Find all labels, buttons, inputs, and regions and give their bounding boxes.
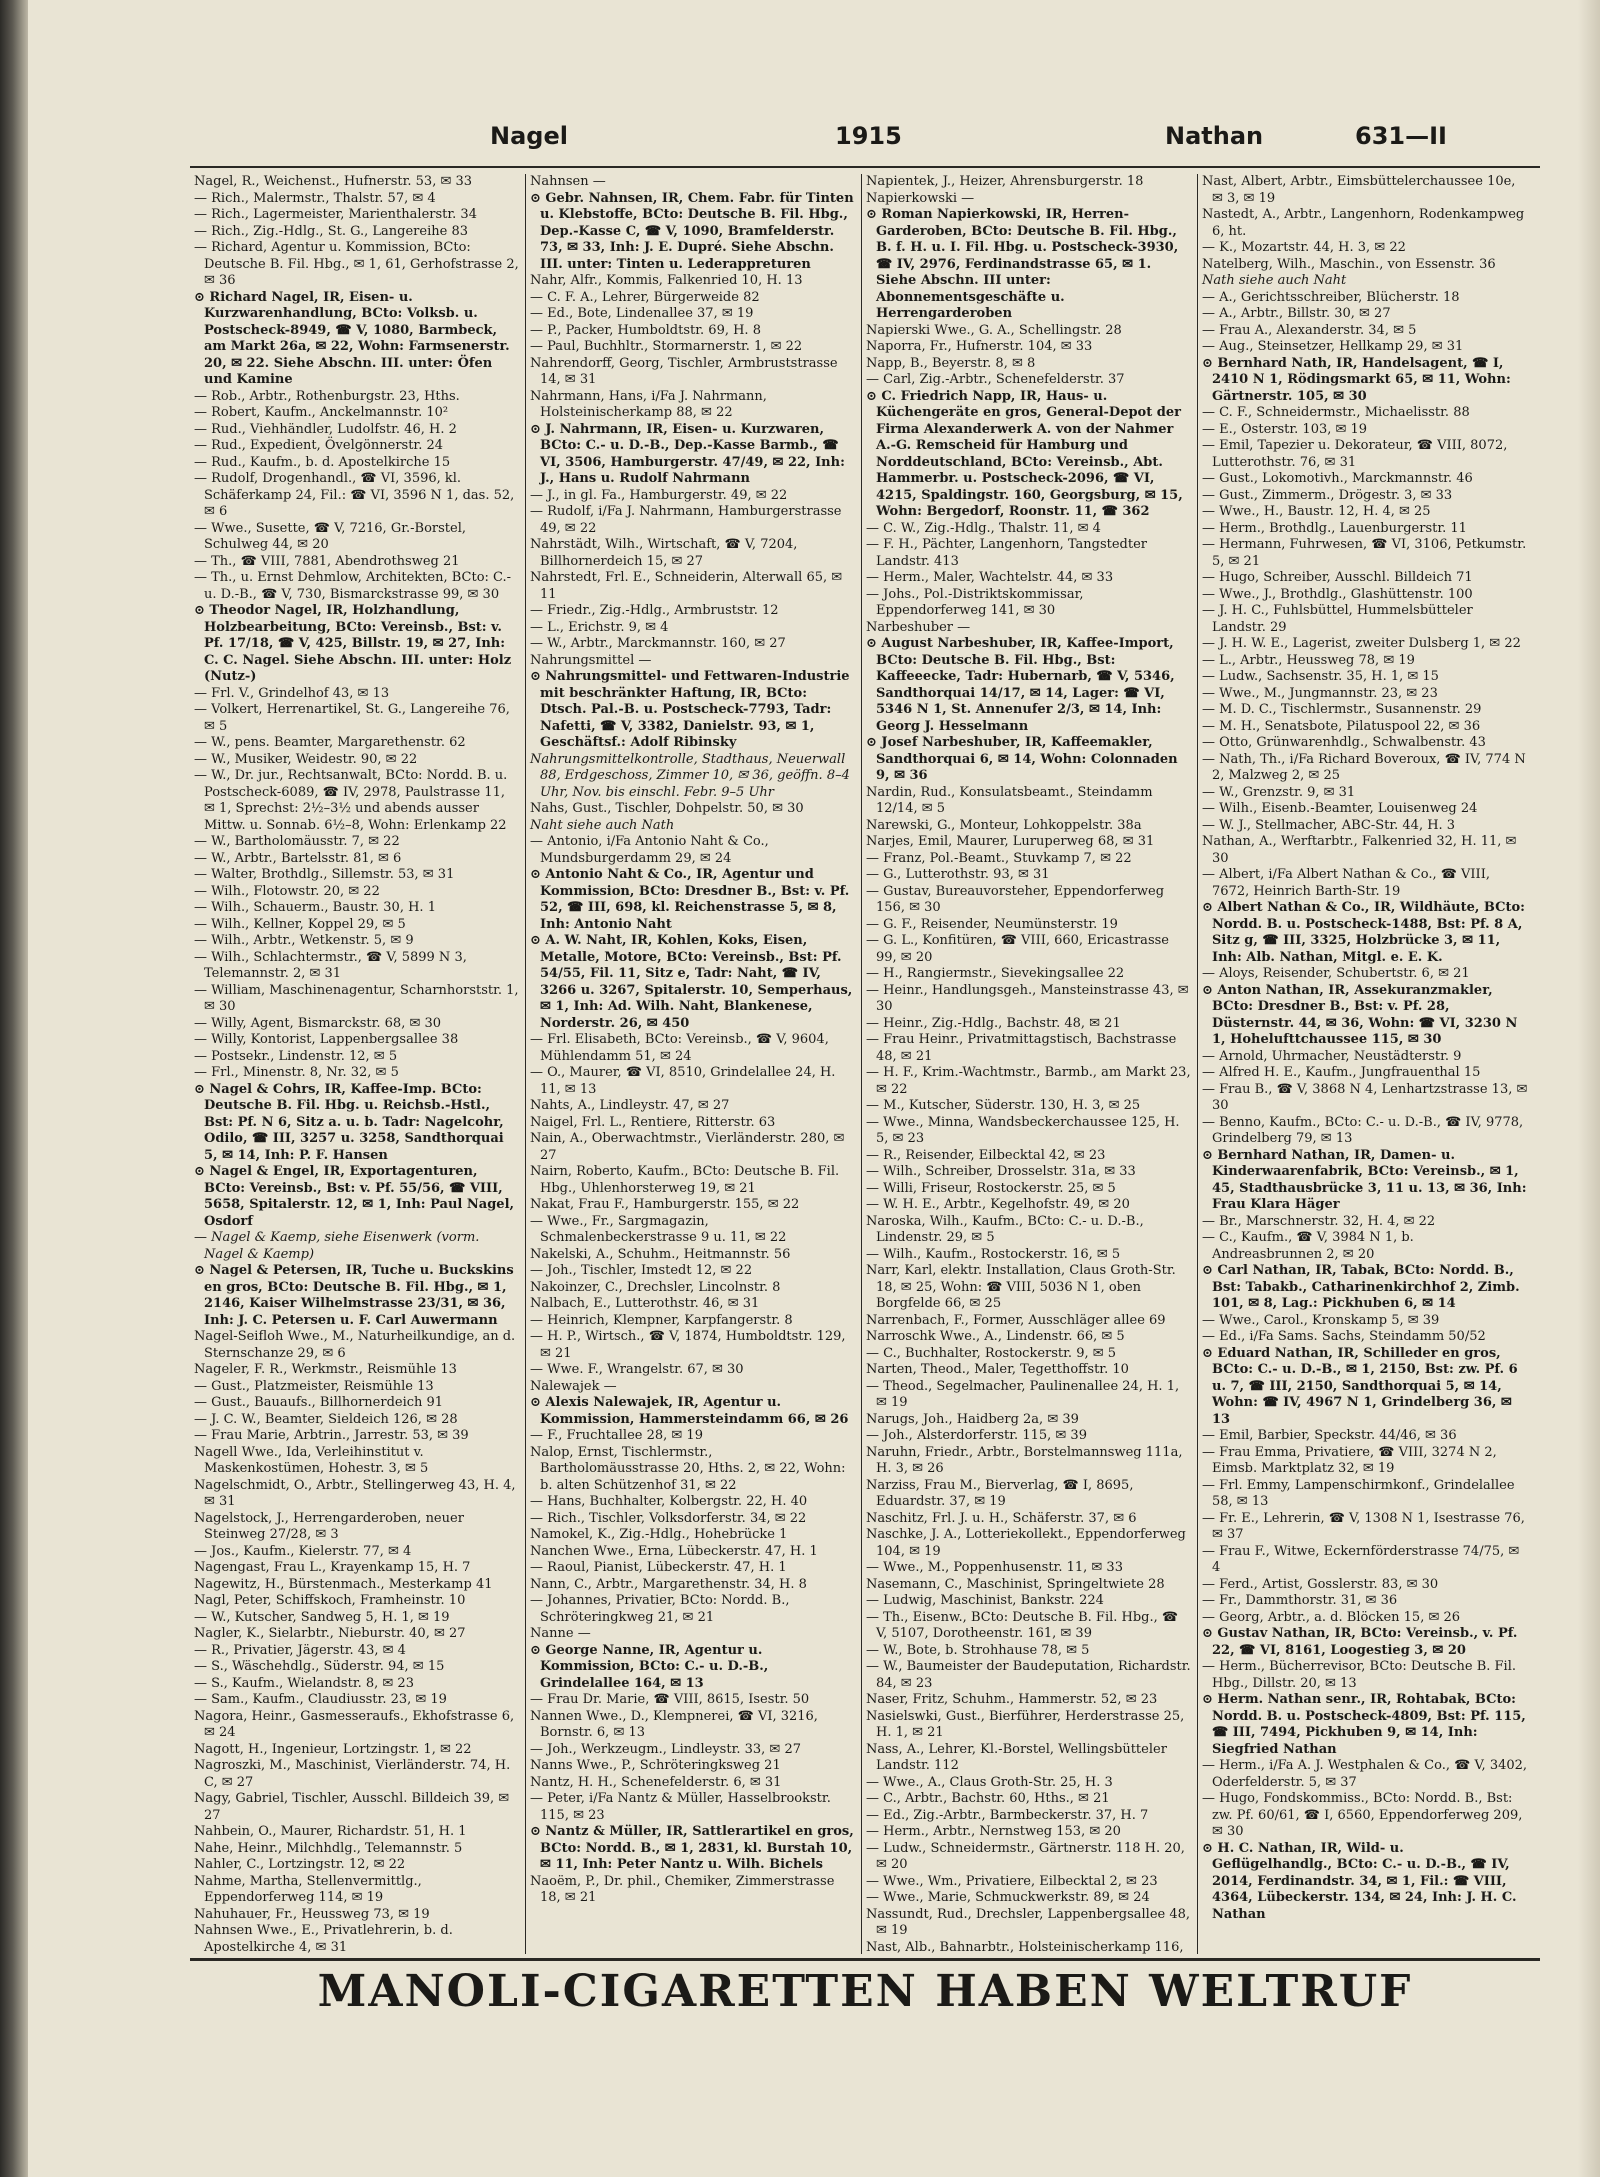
directory-entry: — Rudolf, i/Fa J. Nahrmann, Hamburgerstrasse 49, ✉ 22 <box>530 504 842 536</box>
directory-entry: — W. J., Stellmacher, ABC-Str. 44, H. 3 <box>1202 817 1456 833</box>
directory-entry: — Gust., Zimmerm., Drögestr. 3, ✉ 33 <box>1202 487 1453 503</box>
directory-entry: ⊙ Carl Nathan, IR, Tabak, BCto: Nordd. B., Bst: Tabakb., Catharinenkirchhof 2, Zimb. 101, ✉ 8, Lag.: Pickhuben 6, ✉ 14 <box>1202 1263 1520 1311</box>
directory-entry: — Wwe., Marie, Schmuckwerkstr. 89, ✉ 24 <box>866 1890 1150 1905</box>
directory-entry: — Johs., Pol.-Distriktskommissar, Eppendorferweg 141, ✉ 30 <box>866 586 1084 618</box>
entries-columns <box>190 174 1540 1954</box>
directory-entry: Nalbach, E., Lutterothstr. 46, ✉ 31 <box>530 1296 760 1311</box>
directory-entry: — Postsekr., Lindenstr. 12, ✉ 5 <box>194 1048 398 1064</box>
directory-entry: Nass, A., Lehrer, Kl.-Borstel, Wellingsbütteler Landstr. 112 <box>866 1741 1167 1773</box>
directory-entry: — Georg, Arbtr., a. d. Blöcken 15, ✉ 26 <box>1202 1609 1461 1625</box>
directory-entry: — Johannes, Privatier, BCto: Nordd. B., Schröteringkweg 21, ✉ 21 <box>530 1593 790 1625</box>
directory-entry: — H., Rangiermstr., Sievekingsallee 22 <box>866 966 1125 981</box>
directory-entry: Narjes, Emil, Maurer, Luruperweg 68, ✉ 31 <box>866 834 1155 849</box>
directory-entry: — C. F., Schneidermstr., Michaelisstr. 88 <box>1202 405 1470 420</box>
directory-entry: Nahrendorff, Georg, Tischler, Armbruststrasse 14, ✉ 31 <box>530 355 838 387</box>
directory-entry: — M. H., Senatsbote, Pilatuspool 22, ✉ 36 <box>1202 718 1481 734</box>
directory-entry: — Alfred H. E., Kaufm., Jungfrauenthal 15 <box>1202 1065 1481 1080</box>
directory-entry: — Wilh., Kellner, Koppel 29, ✉ 5 <box>194 916 406 932</box>
directory-entry: — W., Bartholomäusstr. 7, ✉ 22 <box>194 834 400 849</box>
directory-entry: — Emil, Tapezier u. Dekorateur, ☎ VIII, 8072, Lutterothstr. 76, ✉ 31 <box>1202 438 1508 470</box>
directory-entry: — W., Baumeister der Baudeputation, Richardstr. 84, ✉ 23 <box>866 1659 1191 1691</box>
directory-entry: — Frau Heinr., Privatmittagstisch, Bachstrasse 48, ✉ 21 <box>866 1032 1177 1064</box>
header-page-number: 631—II <box>1355 122 1447 150</box>
directory-entry: Narrenbach, F., Former, Ausschläger allee 69 <box>866 1312 1166 1328</box>
directory-page <box>190 118 1540 2038</box>
directory-entry: Nathan, A., Werftarbtr., Falkenried 32, H. 11, ✉ 30 <box>1202 834 1517 866</box>
directory-entry: — R., Reisender, Eilbecktal 42, ✉ 23 <box>866 1147 1106 1163</box>
directory-entry: — Wilh., Schreiber, Drosselstr. 31a, ✉ 33 <box>866 1164 1136 1179</box>
directory-entry: Narten, Theod., Maler, Tegetthoffstr. 10 <box>866 1362 1129 1377</box>
directory-entry: — Frl., Minenstr. 8, Nr. 32, ✉ 5 <box>194 1065 399 1080</box>
banner-rule <box>190 1958 1540 1961</box>
directory-entry: — Br., Marschnerstr. 32, H. 4, ✉ 22 <box>1202 1213 1436 1229</box>
directory-entry: — Herm., i/Fa A. J. Westphalen & Co., ☎ V, 3402, Oderfelderstr. 5, ✉ 37 <box>1202 1758 1528 1790</box>
directory-entry: — Arnold, Uhrmacher, Neustädterstr. 9 <box>1202 1048 1462 1064</box>
directory-entry: ⊙ Anton Nathan, IR, Assekuranzmakler, BCto: Dresdner B., Bst: v. Pf. 28, Düsternstr. 44, ✉ 36, Wohn: ☎ VI, 3230 N 1, Hohelufttchaussee 115, ✉ 30 <box>1202 982 1518 1047</box>
directory-entry: ⊙ Nagel & Engel, IR, Exportagenturen, BCto: Vereinsb., Bst: v. Pf. 55/56, ☎ VIII, 5658, Spitalerstr. 12, ✉ 1, Inh: Paul Nagel, Osdorf <box>194 1164 515 1229</box>
directory-entry: — Joh., Tischler, Imstedt 12, ✉ 22 <box>530 1263 753 1278</box>
header-rule <box>190 166 1540 168</box>
directory-entry: — Th., Eisenw., BCto: Deutsche B. Fil. Hbg., ☎ V, 5107, Dorotheenstr. 161, ✉ 39 <box>866 1609 1179 1641</box>
directory-entry: — P., Packer, Humboldtstr. 69, H. 8 <box>530 322 761 338</box>
directory-entry: — S., Wäschehdlg., Süderstr. 94, ✉ 15 <box>194 1659 445 1674</box>
directory-entry: Nassundt, Rud., Drechsler, Lappenbergsallee 48, ✉ 19 <box>866 1906 1191 1938</box>
book-binding-shadow <box>0 0 28 2177</box>
directory-entry: Nagell Wwe., Ida, Verleihinstitut v. Maskenkostümen, Hohestr. 3, ✉ 5 <box>194 1444 429 1476</box>
directory-entry: — Wilh., Arbtr., Wetkenstr. 5, ✉ 9 <box>194 933 414 948</box>
advertisement-banner: MANOLI-CIGARETTEN HABEN WELTRUF <box>317 1966 1413 2017</box>
directory-entry: Nasielswki, Gust., Bierführer, Herderstrasse 25, H. 1, ✉ 21 <box>866 1708 1185 1740</box>
directory-entry: Nain, A., Oberwachtmstr., Vierländerstr. 280, ✉ 27 <box>530 1131 845 1163</box>
directory-entry: Nagewitz, H., Bürstenmach., Mesterkamp 41 <box>194 1576 493 1592</box>
directory-entry: — Rich., Malermstr., Thalstr. 57, ✉ 4 <box>194 190 436 206</box>
directory-entry: — Rud., Expedient, Övelgönnerstr. 24 <box>194 438 444 453</box>
column-2 <box>526 174 862 1954</box>
directory-entry: ⊙ H. C. Nathan, IR, Wild- u. Geflügelhandlg., BCto: C.- u. D.-B., ☎ IV, 2014, Ferdinandstr. 34, ✉ 1, Fil.: ☎ VIII, 4364, Lübeckerstr. 134, ✉ 24, Inh: J. H. C. Nathan <box>1202 1840 1517 1922</box>
directory-entry: — W., Kutscher, Sandweg 5, H. 1, ✉ 19 <box>194 1609 450 1625</box>
directory-entry: Narewski, G., Monteur, Lohkoppelstr. 38a <box>866 817 1142 833</box>
directory-entry: — Robert, Kaufm., Anckelmannstr. 10² <box>194 405 449 420</box>
directory-entry: Napientek, J., Heizer, Ahrensburgerstr. 18 <box>866 174 1144 189</box>
directory-entry: — Frau B., ☎ V, 3868 N 4, Lenhartzstrasse 13, ✉ 30 <box>1202 1081 1528 1113</box>
directory-entry: — O., Maurer, ☎ VI, 8510, Grindelallee 24, H. 11, ✉ 13 <box>530 1065 836 1097</box>
directory-entry: Nahe, Heinr., Milchhdlg., Telemannstr. 5 <box>194 1840 463 1856</box>
directory-entry: — Herm., Arbtr., Nernstweg 153, ✉ 20 <box>866 1824 1121 1839</box>
directory-entry: — Emil, Barbier, Speckstr. 44/46, ✉ 36 <box>1202 1428 1457 1443</box>
directory-entry: — Frau A., Alexanderstr. 34, ✉ 5 <box>1202 322 1417 338</box>
directory-entry: — Gustav, Bureauvorsteher, Eppendorferweg 156, ✉ 30 <box>866 883 1165 915</box>
directory-entry: ⊙ Antonio Naht & Co., IR, Agentur und Kommission, BCto: Dresdner B., Bst: v. Pf. 52, ☎ III, 698, kl. Reichenstrasse 5, ✉ 8, Inh: Antonio Naht <box>530 867 850 932</box>
directory-entry: Nagler, K., Sielarbtr., Nieburstr. 40, ✉ 27 <box>194 1626 466 1641</box>
directory-entry: — Rich., Lagermeister, Marienthalerstr. 34 <box>194 207 477 222</box>
directory-entry: ⊙ Albert Nathan & Co., IR, Wildhäute, BCto: Nordd. B. u. Postscheck-1488, Bst: Pf. 8 A, Sitz g, ☎ III, 3325, Holzbrücke 3, ✉ 11, Inh: Alb. Nathan, Mitgl. e. E. K. <box>1202 900 1525 965</box>
directory-entry: — J., in gl. Fa., Hamburgerstr. 49, ✉ 22 <box>530 487 788 503</box>
directory-entry: ⊙ Eduard Nathan, IR, Schilleder en gros, BCto: C.- u. D.-B., ✉ 1, 2150, Bst: zw. Pf. 6 u. 7, ☎ III, 2150, Sandthorquai 5, ✉ 14, Wohn: ☎ IV, 4967 N 1, Grindelberg 36, ✉ 13 <box>1202 1345 1518 1427</box>
directory-entry: — M., Kutscher, Süderstr. 130, H. 3, ✉ 25 <box>866 1098 1141 1113</box>
directory-entry: — Benno, Kaufm., BCto: C.- u. D.-B., ☎ IV, 9778, Grindelberg 79, ✉ 13 <box>1202 1114 1524 1146</box>
directory-entry: Nahr, Alfr., Kommis, Falkenried 10, H. 13 <box>530 273 803 288</box>
directory-entry: Nagel-Seifloh Wwe., M., Naturheilkundige, an d. Sternschanze 29, ✉ 6 <box>194 1329 516 1361</box>
directory-entry: — W. H. E., Arbtr., Kegelhofstr. 49, ✉ 20 <box>866 1197 1130 1212</box>
directory-entry: — H. P., Wirtsch., ☎ V, 1874, Humboldtstr. 129, ✉ 21 <box>530 1329 846 1361</box>
directory-entry: Naschitz, Frl. J. u. H., Schäferstr. 37, ✉ 6 <box>866 1510 1137 1526</box>
directory-entry: — Aloys, Reisender, Schubertstr. 6, ✉ 21 <box>1202 966 1470 981</box>
page-header <box>190 118 1540 158</box>
directory-entry: — Jos., Kaufm., Kielerstr. 77, ✉ 4 <box>194 1543 412 1559</box>
directory-entry: Natelberg, Wilh., Maschin., von Essenstr. 36 <box>1202 256 1496 272</box>
directory-entry: Narbeshuber — <box>866 619 971 635</box>
directory-entry: — Gust., Lokomotivh., Marckmannstr. 46 <box>1202 471 1473 486</box>
directory-entry: — Frau Marie, Arbtrin., Jarrestr. 53, ✉ 39 <box>194 1428 469 1443</box>
directory-entry: — Wwe., Minna, Wandsbeckerchaussee 125, H. 5, ✉ 23 <box>866 1114 1180 1146</box>
directory-entry: — Gust., Platzmeister, Reismühle 13 <box>194 1378 434 1394</box>
directory-entry: Nahrstädt, Wilh., Wirtschaft, ☎ V, 7204, Billhornerdeich 15, ✉ 27 <box>530 537 798 569</box>
directory-entry: — Ludw., Sachsenstr. 35, H. 1, ✉ 15 <box>1202 669 1439 684</box>
directory-entry: Nahbein, O., Maurer, Richardstr. 51, H. 1 <box>194 1824 467 1839</box>
directory-entry: — Volkert, Herrenartikel, St. G., Langereihe 76, ✉ 5 <box>194 702 510 734</box>
directory-entry: — Ludwig, Maschinist, Bankstr. 224 <box>866 1593 1104 1608</box>
directory-entry: — Paul, Buchhltr., Stormarnerstr. 1, ✉ 22 <box>530 339 803 354</box>
directory-entry: Nagengast, Frau L., Krayenkamp 15, H. 7 <box>194 1560 471 1575</box>
directory-entry: Nakelski, A., Schuhm., Heitmannstr. 56 <box>530 1246 791 1262</box>
directory-entry: Narr, Karl, elektr. Installation, Claus Groth-Str. 18, ✉ 25, Wohn: ☎ VIII, 5036 N 1, oben Borgfelde 66, ✉ 25 <box>866 1263 1176 1311</box>
directory-entry: Nahme, Martha, Stellenvermittlg., Eppendorferweg 114, ✉ 19 <box>194 1873 422 1905</box>
directory-entry: Nahs, Gust., Tischler, Dohpelstr. 50, ✉ 30 <box>530 801 804 816</box>
directory-entry: Naschke, J. A., Lotteriekollekt., Eppendorferweg 104, ✉ 19 <box>866 1527 1186 1559</box>
directory-entry: — Willy, Agent, Bismarckstr. 68, ✉ 30 <box>194 1015 442 1031</box>
directory-entry: — Nagel & Kaemp, siehe Eisenwerk (vorm. Nagel & Kaemp) <box>194 1230 480 1262</box>
directory-entry: ⊙ Theodor Nagel, IR, Holzhandlung, Holzbearbeitung, BCto: Vereinsb., Bst: v. Pf. 17/18, ☎ V, 425, Billstr. 19, ✉ 27, Inh: C. C. Nagel. Siehe Abschn. III. unter: Holz (Nutz-) <box>194 603 512 684</box>
directory-entry: Nanne — <box>530 1626 591 1641</box>
directory-entry: — G. F., Reisender, Neumünsterstr. 19 <box>866 916 1118 932</box>
directory-entry: ⊙ Nagel & Cohrs, IR, Kaffee-Imp. BCto: Deutsche B. Fil. Hbg. u. Reichsb.-Hstl., Bst: Pf. N 6, Sitz a. u. b. Tadr: Nagelcohr, Odilo, ☎ III, 3257 u. 3258, Sandthorquai 5, ✉ 14, Inh: P. F. Hansen <box>194 1081 504 1163</box>
directory-entry: ⊙ Gustav Nathan, IR, BCto: Vereinsb., v. Pf. 22, ☎ VI, 8161, Loogestieg 3, ✉ 20 <box>1202 1626 1518 1658</box>
directory-entry: ⊙ Bernhard Nathan, IR, Damen- u. Kinderwaarenfabrik, BCto: Vereinsb., ✉ 1, 45, Stadthausbrücke 3, 11 u. 13, ✉ 36, Inh: Frau Klara Häger <box>1202 1147 1527 1212</box>
directory-entry: Napp, B., Beyerstr. 8, ✉ 8 <box>866 355 1036 371</box>
directory-entry: — Wilh., Schlachtermstr., ☎ V, 5899 N 3, Telemannstr. 2, ✉ 31 <box>194 949 467 981</box>
directory-entry: — J. C. W., Beamter, Sieldeich 126, ✉ 28 <box>194 1411 458 1427</box>
directory-entry: — Carl, Zig.-Arbtr., Schenefelderstr. 37 <box>866 372 1125 387</box>
header-year: 1915 <box>835 122 902 150</box>
directory-entry: — J. H. C., Fuhlsbüttel, Hummelsbütteler Landstr. 29 <box>1202 603 1473 635</box>
directory-entry: Naoëm, P., Dr. phil., Chemiker, Zimmerstrasse 18, ✉ 21 <box>530 1873 835 1905</box>
directory-entry: Nahnsen Wwe., E., Privatlehrerin, b. d. Apostelkirche 4, ✉ 31 <box>194 1923 453 1954</box>
directory-entry: — Herm., Brothdlg., Lauenburgerstr. 11 <box>1202 520 1467 536</box>
page-edge <box>1578 0 1600 2177</box>
directory-entry: — Ferd., Artist, Gosslerstr. 83, ✉ 30 <box>1202 1576 1439 1592</box>
directory-entry: — Antonio, i/Fa Antonio Naht & Co., Mundsburgerdamm 29, ✉ 24 <box>530 834 769 866</box>
directory-entry: ⊙ Gebr. Nahnsen, IR, Chem. Fabr. für Tinten u. Klebstoffe, BCto: Deutsche B. Fil. Hbg., Dep.-Kasse C, ☎ V, 1090, Bramfelderstr. 73, ✉ 33, Inh: J. E. Dupré. Siehe Abschn. III. unter: Tinten u. Lederappreturen <box>530 190 854 272</box>
directory-entry: Nageler, F. R., Werkmstr., Reismühle 13 <box>194 1362 457 1377</box>
directory-entry: — G. L., Konfitüren, ☎ VIII, 660, Ericastrasse 99, ✉ 20 <box>866 933 1169 965</box>
directory-entry: — C., Arbtr., Bachstr. 60, Hths., ✉ 21 <box>866 1791 1110 1806</box>
directory-entry: Nagott, H., Ingenieur, Lortzingstr. 1, ✉ 22 <box>194 1741 472 1757</box>
directory-entry: Naporra, Fr., Hufnerstr. 104, ✉ 33 <box>866 339 1093 354</box>
directory-entry: — Frau Dr. Marie, ☎ VIII, 8615, Isestr. 50 <box>530 1692 810 1707</box>
directory-entry: — Ludw., Schneidermstr., Gärtnerstr. 118 H. 20, ✉ 20 <box>866 1840 1185 1872</box>
column-3 <box>862 174 1198 1954</box>
column-1 <box>190 174 526 1954</box>
directory-entry: Nagelschmidt, O., Arbtr., Stellingerweg 43, H. 4, ✉ 31 <box>194 1477 516 1509</box>
directory-entry: ⊙ A. W. Naht, IR, Kohlen, Koks, Eisen, Metalle, Motore, BCto: Vereinsb., Bst: Pf. 54/55, Fil. 11, Sitz e, Tadr: Naht, ☎ IV, 3266 u. 3267, Spitalerstr. 10, Semperhaus, ✉ 1, Inh: Ad. Wilh. Naht, Blankenese, Norderstr. 26, ✉ 450 <box>530 933 853 1031</box>
directory-entry: — W., pens. Beamter, Margarethenstr. 62 <box>194 735 466 750</box>
directory-entry: — Wwe., M., Jungmannstr. 23, ✉ 23 <box>1202 685 1438 701</box>
directory-entry: — Rich., Tischler, Volksdorferstr. 34, ✉ 22 <box>530 1510 807 1526</box>
directory-entry: — C. F. A., Lehrer, Bürgerweide 82 <box>530 289 760 305</box>
directory-entry: — Hugo, Fondskommiss., BCto: Nordd. B., Bst: zw. Pf. 60/61, ☎ I, 6560, Eppendorferweg 209, ✉ 30 <box>1202 1791 1523 1839</box>
directory-entry: — Hugo, Schreiber, Ausschl. Billdeich 71 <box>1202 570 1473 585</box>
directory-entry: — F. H., Pächter, Langenhorn, Tangstedter Landstr. 413 <box>866 537 1148 569</box>
directory-entry: — Wwe., Carol., Kronskamp 5, ✉ 39 <box>1202 1312 1440 1328</box>
directory-entry: — Frl. Emmy, Lampenschirmkonf., Grindelallee 58, ✉ 13 <box>1202 1477 1515 1509</box>
directory-entry: Nagy, Gabriel, Tischler, Ausschl. Billdeich 39, ✉ 27 <box>194 1791 510 1823</box>
directory-entry: Nardin, Rud., Konsulatsbeamt., Steindamm 12/14, ✉ 5 <box>866 784 1153 816</box>
directory-entry: Nagora, Heinr., Gasmesseraufs., Ekhofstrasse 6, ✉ 24 <box>194 1708 515 1740</box>
directory-entry: — Herm., Maler, Wachtelstr. 44, ✉ 33 <box>866 570 1114 585</box>
directory-entry: — W., Arbtr., Marckmannstr. 160, ✉ 27 <box>530 636 786 651</box>
directory-entry: Nakat, Frau F., Hamburgerstr. 155, ✉ 22 <box>530 1197 800 1212</box>
directory-entry: — Raoul, Pianist, Lübeckerstr. 47, H. 1 <box>530 1560 787 1575</box>
directory-entry: — Rob., Arbtr., Rothenburgstr. 23, Hths. <box>194 388 460 404</box>
directory-entry: — Theod., Segelmacher, Paulinenallee 24, H. 1, ✉ 19 <box>866 1378 1180 1410</box>
directory-entry: — Frl. V., Grindelhof 43, ✉ 13 <box>194 685 390 701</box>
directory-entry: Nasemann, C., Maschinist, Springeltwiete 28 <box>866 1576 1165 1592</box>
directory-entry: — Friedr., Zig.-Hdlg., Armbruststr. 12 <box>530 603 779 618</box>
directory-entry: Nanchen Wwe., Erna, Lübeckerstr. 47, H. 1 <box>530 1543 818 1559</box>
directory-entry: — Frau Emma, Privatiere, ☎ VIII, 3274 N 2, Eimsb. Marktplatz 32, ✉ 19 <box>1202 1444 1497 1476</box>
directory-entry: ⊙ J. Nahrmann, IR, Eisen- u. Kurzwaren, BCto: C.- u. D.-B., Dep.-Kasse Barmb., ☎ VI, 3506, Hamburgerstr. 47/49, ✉ 22, Inh: J., Hans u. Rudolf Nahrmann <box>530 421 845 486</box>
directory-entry: Nahrungsmittel — <box>530 652 652 668</box>
directory-entry: — Willi, Friseur, Rostockerstr. 25, ✉ 5 <box>866 1180 1116 1196</box>
directory-entry: — Ed., Zig.-Arbtr., Barmbeckerstr. 37, H. 7 <box>866 1807 1149 1823</box>
directory-entry: — S., Kaufm., Wielandstr. 8, ✉ 23 <box>194 1675 414 1691</box>
directory-entry: Naht siehe auch Nath <box>530 817 675 833</box>
directory-entry: — Richard, Agentur u. Kommission, BCto: Deutsche B. Fil. Hbg., ✉ 1, 61, Gerhofstrasse 2, ✉ 36 <box>194 240 519 288</box>
directory-entry: Napierski Wwe., G. A., Schellingstr. 28 <box>866 322 1122 338</box>
directory-entry: ⊙ George Nanne, IR, Agentur u. Kommission, BCto: C.- u. D.-B., Grindelallee 164, ✉ 13 <box>530 1642 769 1691</box>
directory-entry: — W., Grenzstr. 9, ✉ 31 <box>1202 784 1356 800</box>
directory-entry: — Ed., Bote, Lindenallee 37, ✉ 19 <box>530 306 754 321</box>
directory-entry: Nalewajek — <box>530 1378 617 1394</box>
directory-entry: — Sam., Kaufm., Claudiusstr. 23, ✉ 19 <box>194 1692 447 1707</box>
directory-entry: — Wilh., Flotowstr. 20, ✉ 22 <box>194 883 380 899</box>
directory-entry: — W., Bote, b. Strohhause 78, ✉ 5 <box>866 1642 1090 1658</box>
directory-entry: — Franz, Pol.-Beamt., Stuvkamp 7, ✉ 22 <box>866 850 1132 866</box>
directory-entry: — Heinr., Handlungsgeh., Mansteinstrasse 43, ✉ 30 <box>866 982 1189 1014</box>
directory-entry: ⊙ Herm. Nathan senr., IR, Rohtabak, BCto: Nordd. B. u. Postscheck-4809, Bst: Pf. 115, ☎ III, 7494, Pickhuben 9, ✉ 14, Inh: Siegfried Nathan <box>1202 1692 1526 1757</box>
directory-entry: — G., Lutterothstr. 93, ✉ 31 <box>866 867 1050 882</box>
directory-entry: Nann, C., Arbtr., Margarethenstr. 34, H. 8 <box>530 1576 807 1592</box>
column-4 <box>1198 174 1534 1954</box>
directory-entry: Naigel, Frl. L., Rentiere, Ritterstr. 63 <box>530 1114 776 1130</box>
directory-entry: Nantz, H. H., Schenefelderstr. 6, ✉ 31 <box>530 1774 782 1790</box>
directory-entry: — Aug., Steinsetzer, Hellkamp 29, ✉ 31 <box>1202 339 1464 354</box>
directory-entry: Nagroszki, M., Maschinist, Vierländerstr. 74, H. C, ✉ 27 <box>194 1758 511 1790</box>
directory-entry: Nagel, R., Weichenst., Hufnerstr. 53, ✉ 33 <box>194 174 473 189</box>
directory-entry: — Frau F., Witwe, Eckernförderstrasse 74/75, ✉ 4 <box>1202 1543 1520 1575</box>
directory-entry: — Rudolf, Drogenhandl., ☎ VI, 3596, kl. Schäferkamp 24, Fil.: ☎ VI, 3596 N 1, das. 52, ✉ 6 <box>194 471 515 519</box>
directory-entry: — Hermann, Fuhrwesen, ☎ VI, 3106, Petkumstr. 5, ✉ 21 <box>1202 537 1527 569</box>
directory-entry: — Wwe., A., Claus Groth-Str. 25, H. 3 <box>866 1774 1113 1790</box>
directory-entry: — R., Privatier, Jägerstr. 43, ✉ 4 <box>194 1642 406 1658</box>
directory-entry: Napierkowski — <box>866 190 975 206</box>
directory-entry: — Fr., Dammthorstr. 31, ✉ 36 <box>1202 1593 1398 1608</box>
directory-entry: Nahrungsmittelkontrolle, Stadthaus, Neuerwall 88, Erdgeschoss, Zimmer 10, ✉ 36, geöffn. 8–4 Uhr, Nov. bis einschl. Febr. 9–5 Uhr <box>530 751 850 800</box>
directory-entry: Naruhn, Friedr., Arbtr., Borstelmannsweg 111a, H. 3, ✉ 26 <box>866 1444 1183 1476</box>
directory-entry: — Joh., Werkzeugm., Lindleystr. 33, ✉ 27 <box>530 1741 801 1757</box>
directory-entry: Nahuhauer, Fr., Heussweg 73, ✉ 19 <box>194 1906 430 1922</box>
directory-entry: — Joh., Alsterdorferstr. 115, ✉ 39 <box>866 1428 1087 1443</box>
directory-entry: — J. H. W. E., Lagerist, zweiter Dulsberg 1, ✉ 22 <box>1202 636 1521 651</box>
directory-entry: — Heinr., Zig.-Hdlg., Bachstr. 48, ✉ 21 <box>866 1015 1121 1031</box>
directory-entry: Nahler, C., Lortzingstr. 12, ✉ 22 <box>194 1857 406 1872</box>
directory-entry: — Wilh., Eisenb.-Beamter, Louisenweg 24 <box>1202 801 1478 816</box>
directory-entry: Nahrmann, Hans, i/Fa J. Nahrmann, Holsteinischerkamp 88, ✉ 22 <box>530 388 767 420</box>
directory-entry: ⊙ Alexis Nalewajek, IR, Agentur u. Kommission, Hammersteindamm 66, ✉ 26 <box>530 1395 849 1427</box>
directory-entry: — William, Maschinenagentur, Scharnhorststr. 1, ✉ 30 <box>194 982 519 1014</box>
directory-entry: Nast, Albert, Arbtr., Eimsbüttelerchaussee 10e, ✉ 3, ✉ 19 <box>1202 174 1516 206</box>
directory-entry: — Willy, Kontorist, Lappenbergsallee 38 <box>194 1032 459 1047</box>
directory-entry: — M. D. C., Tischlermstr., Susannenstr. 29 <box>1202 702 1482 717</box>
directory-entry: — L., Arbtr., Heussweg 78, ✉ 19 <box>1202 652 1415 668</box>
directory-entry: — Nath, Th., i/Fa Richard Boveroux, ☎ IV, 774 N 2, Malzweg 2, ✉ 25 <box>1202 751 1526 783</box>
directory-entry: — Frl. Elisabeth, BCto: Vereinsb., ☎ V, 9604, Mühlendamm 51, ✉ 24 <box>530 1032 829 1064</box>
directory-entry: ⊙ Josef Narbeshuber, IR, Kaffeemakler, Sandthorquai 6, ✉ 14, Wohn: Colonnaden 9, ✉ 36 <box>866 735 1178 783</box>
directory-entry: Narroschk Wwe., A., Lindenstr. 66, ✉ 5 <box>866 1329 1125 1344</box>
directory-entry: — Wilh., Kaufm., Rostockerstr. 16, ✉ 5 <box>866 1246 1121 1262</box>
directory-entry: — C., Kaufm., ☎ V, 3984 N 1, b. Andreasbrunnen 2, ✉ 20 <box>1202 1230 1414 1262</box>
directory-entry: Nahrstedt, Frl. E., Schneiderin, Alterwall 65, ✉ 11 <box>530 570 843 602</box>
directory-entry: ⊙ Bernhard Nath, IR, Handelsagent, ☎ I, 2410 N 1, Rödingsmarkt 65, ✉ 11, Wohn: Gärtnerstr. 105, ✉ 30 <box>1202 355 1511 404</box>
directory-entry: — Herm., Bücherrevisor, BCto: Deutsche B. Fil. Hbg., Dillstr. 20, ✉ 13 <box>1202 1659 1516 1691</box>
directory-entry: — Wwe., J., Brothdlg., Glashüttenstr. 100 <box>1202 586 1473 602</box>
directory-entry: — Th., u. Ernst Dehmlow, Architekten, BCto: C.- u. D.-B., ☎ V, 730, Bismarckstrasse 99, ✉ 30 <box>194 570 512 602</box>
directory-entry: — F., Fruchtallee 28, ✉ 19 <box>530 1428 703 1443</box>
directory-entry: ⊙ Richard Nagel, IR, Eisen- u. Kurzwarenhandlung, BCto: Volksb. u. Postscheck-8949, ☎ V, 1080, Barmbeck, am Markt 26a, ✉ 22, Wohn: Farmsenerstr. 20, ✉ 22. Siehe Abschn. III. unter: Öfen und Kamine <box>194 289 510 387</box>
directory-entry: Nagl, Peter, Schiffskoch, Framheinstr. 10 <box>194 1593 466 1608</box>
directory-entry: — Gust., Bauaufs., Billhornerdeich 91 <box>194 1395 444 1410</box>
directory-entry: Naroska, Wilh., Kaufm., BCto: C.- u. D.-B., Lindenstr. 29, ✉ 5 <box>866 1213 1144 1245</box>
directory-entry: Namokel, K., Zig.-Hdlg., Hohebrücke 1 <box>530 1527 788 1542</box>
directory-entry: — Ed., i/Fa Sams. Sachs, Steindamm 50/52 <box>1202 1329 1486 1344</box>
directory-entry: — Wilh., Schauerm., Baustr. 30, H. 1 <box>194 900 436 915</box>
directory-entry: — Wwe., H., Baustr. 12, H. 4, ✉ 25 <box>1202 504 1431 519</box>
directory-entry: Nairn, Roberto, Kaufm., BCto: Deutsche B. Fil. Hbg., Uhlenhorsterweg 19, ✉ 21 <box>530 1164 840 1196</box>
directory-entry: Naser, Fritz, Schuhm., Hammerstr. 52, ✉ 23 <box>866 1692 1158 1707</box>
directory-entry: — A., Gerichtsschreiber, Blücherstr. 18 <box>1202 289 1460 305</box>
header-left-name: Nagel <box>490 122 568 150</box>
directory-entry: — C. W., Zig.-Hdlg., Thalstr. 11, ✉ 4 <box>866 520 1101 536</box>
directory-entry: — Rud., Viehhändler, Ludolfstr. 46, H. 2 <box>194 421 457 437</box>
directory-entry: Nannen Wwe., D., Klempnerei, ☎ VI, 3216, Bornstr. 6, ✉ 13 <box>530 1708 818 1740</box>
directory-entry: — Fr. E., Lehrerin, ☎ V, 1308 N 1, Isestrasse 76, ✉ 37 <box>1202 1510 1525 1542</box>
directory-entry: Nanns Wwe., P., Schröteringksweg 21 <box>530 1758 781 1773</box>
directory-entry: — W., Dr. jur., Rechtsanwalt, BCto: Nordd. B. u. Postscheck-6089, ☎ IV, 2978, Paulstrasse 11, ✉ 1, Sprechst: 2½–3½ und abends ausser Mittw. u. Sonnab. 6½–8, Wohn: Erlenkamp 22 <box>194 768 508 833</box>
directory-entry: Nagelstock, J., Herrengarderoben, neuer Steinweg 27/28, ✉ 3 <box>194 1510 464 1542</box>
directory-entry: Nakoinzer, C., Drechsler, Lincolnstr. 8 <box>530 1279 781 1295</box>
directory-entry: ⊙ C. Friedrich Napp, IR, Haus- u. Küchengeräte en gros, General-Depot der Firma Alexanderwerk A. von der Nahmer A.-G. Remscheid für Hamburg und Norddeutschland, BCto: Vereinsb., Abt. Hammerbr. u. Postscheck-2096, ☎ VI, 4215, Spaldingstr. 160, Georgsburg, ✉ 15, Wohn: Bergedorf, Roonstr. 11, ☎ 362 <box>866 388 1183 519</box>
directory-entry: — L., Erichstr. 9, ✉ 4 <box>530 619 669 635</box>
directory-entry: ⊙ Nantz & Müller, IR, Sattlerartikel en gros, BCto: Nordd. B., ✉ 1, 2831, kl. Burstah 10, ✉ 11, Inh: Peter Nantz u. Wilh. Bichels <box>530 1824 854 1872</box>
directory-entry: Narziss, Frau M., Bierverlag, ☎ I, 8695, Eduardstr. 37, ✉ 19 <box>866 1477 1134 1509</box>
directory-entry: — W., Musiker, Weidestr. 90, ✉ 22 <box>194 751 418 767</box>
directory-entry: — Wwe., Susette, ☎ V, 7216, Gr.-Borstel, Schulweg 44, ✉ 20 <box>194 520 466 552</box>
directory-entry: — W., Arbtr., Bartelsstr. 81, ✉ 6 <box>194 850 402 866</box>
directory-entry: — A., Arbtr., Billstr. 30, ✉ 27 <box>1202 306 1391 321</box>
directory-entry: Nastedt, A., Arbtr., Langenhorn, Rodenkampweg 6, ht. <box>1202 207 1525 239</box>
header-right-name: Nathan <box>1165 122 1264 150</box>
directory-entry: — Otto, Grünwarenhdlg., Schwalbenstr. 43 <box>1202 735 1486 750</box>
directory-entry: — H. F., Krim.-Wachtmstr., Barmb., am Markt 23, ✉ 22 <box>866 1065 1191 1097</box>
directory-entry: ⊙ Roman Napierkowski, IR, Herren-Garderoben, BCto: Deutsche B. Fil. Hbg., B. f. H. u. I. Fil. Hbg. u. Postscheck-3930, ☎ IV, 2976, Ferdinandstrasse 65, ✉ 1. Siehe Abschn. III unter: Abonnementsgeschäfte u. Herrengarderoben <box>866 207 1179 321</box>
directory-entry: — Walter, Brothdlg., Sillemstr. 53, ✉ 31 <box>194 867 455 882</box>
directory-entry: ⊙ Nahrungsmittel- und Fettwaren-Industrie mit beschränkter Haftung, IR, BCto: Dtsch. Pal.-B. u. Postscheck-7793, Tadr: Nafetti, ☎ V, 3382, Danielstr. 93, ✉ 1, Geschäftsf.: Adolf Ribinsky <box>530 669 850 750</box>
directory-entry: — Rud., Kaufm., b. d. Apostelkirche 15 <box>194 454 451 470</box>
directory-entry: — Hans, Buchhalter, Kolbergstr. 22, H. 40 <box>530 1494 808 1509</box>
directory-entry: — Th., ☎ VIII, 7881, Abendrothsweg 21 <box>194 553 460 569</box>
directory-entry: ⊙ August Narbeshuber, IR, Kaffee-Import, BCto: Deutsche B. Fil. Hbg., Bst: Kaffeeecke, Tadr: Hubernarb, ☎ V, 5346, Sandthorquai 14/17, ✉ 14, Lager: ☎ VI, 5346 N 1, St. Annenufer 2/3, ✉ 14, Inh: Georg J. Hesselmann <box>866 636 1175 734</box>
directory-entry: — E., Osterstr. 103, ✉ 19 <box>1202 421 1368 437</box>
directory-entry: Narugs, Joh., Haidberg 2a, ✉ 39 <box>866 1411 1079 1427</box>
directory-entry: — Wwe., M., Poppenhusenstr. 11, ✉ 33 <box>866 1560 1123 1575</box>
directory-entry: Nahts, A., Lindleystr. 47, ✉ 27 <box>530 1098 730 1113</box>
directory-entry: — Peter, i/Fa Nantz & Müller, Hasselbrookstr. 115, ✉ 23 <box>530 1791 831 1823</box>
directory-entry: ⊙ Nagel & Petersen, IR, Tuche u. Buckskins en gros, BCto: Deutsche B. Fil. Hbg., ✉ 1, 2146, Kaiser Wilhelmstrasse 23/31, ✉ 36, Inh: J. C. Petersen u. F. Carl Auwermann <box>194 1263 514 1328</box>
directory-entry: — K., Mozartstr. 44, H. 3, ✉ 22 <box>1202 240 1406 255</box>
directory-entry: Nalop, Ernst, Tischlermstr., Bartholomäusstrasse 20, Hths. 2, ✉ 22, Wohn: b. alten Schützenhof 31, ✉ 22 <box>530 1444 846 1493</box>
directory-entry: Nath siehe auch Naht <box>1202 273 1347 288</box>
directory-entry: Nast, Alb., Bahnarbtr., Holsteinischerkamp 116, <box>866 1939 1184 1954</box>
directory-entry: Nahnsen — <box>530 174 606 189</box>
directory-entry: — Wwe. F., Wrangelstr. 67, ✉ 30 <box>530 1362 744 1377</box>
directory-entry: — Heinrich, Klempner, Karpfangerstr. 8 <box>530 1312 793 1328</box>
directory-entry: — Wwe., Wm., Privatiere, Eilbecktal 2, ✉ 23 <box>866 1873 1158 1889</box>
directory-entry: — Rich., Zig.-Hdlg., St. G., Langereihe 83 <box>194 223 468 239</box>
directory-entry: — C., Buchhalter, Rostockerstr. 9, ✉ 5 <box>866 1345 1117 1361</box>
directory-entry: — Wwe., Fr., Sargmagazin, Schmalenbeckerstrasse 9 u. 11, ✉ 22 <box>530 1213 787 1245</box>
directory-entry: — Albert, i/Fa Albert Nathan & Co., ☎ VIII, 7672, Heinrich Barth-Str. 19 <box>1202 867 1490 899</box>
